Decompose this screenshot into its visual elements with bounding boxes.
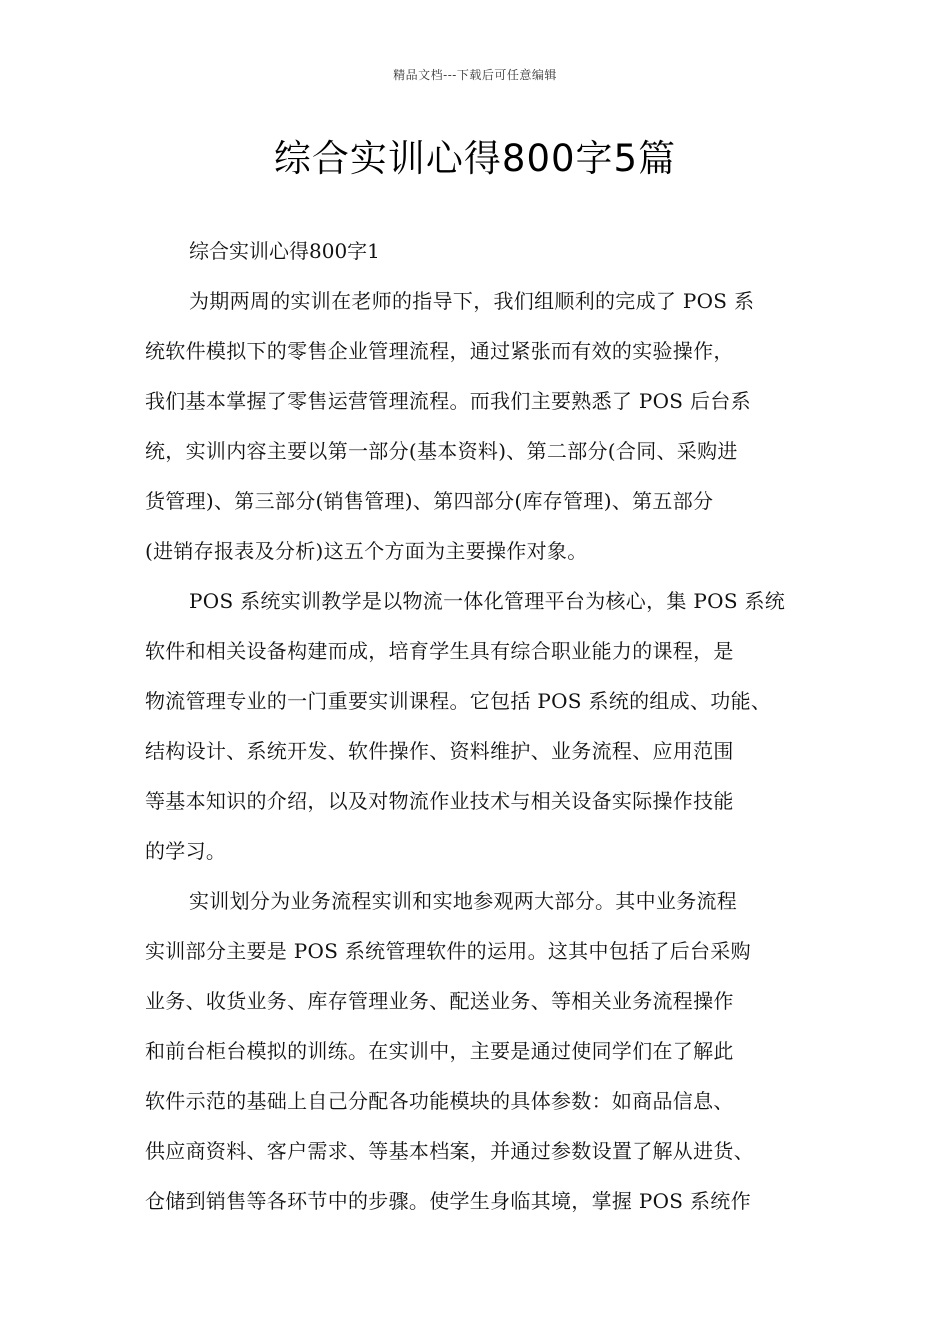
paragraph-line: 和前台柜台模拟的训练。在实训中，主要是通过使同学们在了解此 bbox=[145, 1039, 734, 1063]
paragraph-1 bbox=[145, 282, 815, 570]
paragraph-line: 货管理)、第三部分(销售管理)、第四部分(库存管理)、第五部分 bbox=[145, 489, 714, 513]
paragraph-line: 软件示范的基础上自己分配各功能模块的具体参数：如商品信息、 bbox=[145, 1089, 734, 1113]
paragraph-2 bbox=[145, 582, 815, 870]
section-heading: 综合实训心得800字1 bbox=[189, 239, 380, 263]
paragraph-line: 等基本知识的介绍，以及对物流作业技术与相关设备实际操作技能 bbox=[145, 789, 734, 813]
paragraph-line: 统，实训内容主要以第一部分(基本资料)、第二部分(合同、采购进 bbox=[145, 439, 738, 463]
paragraph-line: 结构设计、系统开发、软件操作、资料维护、业务流程、应用范围 bbox=[145, 739, 734, 763]
paragraph-line: 我们基本掌握了零售运营管理流程。而我们主要熟悉了 POS 后台系 bbox=[145, 389, 751, 413]
document-title: 综合实训心得800字5篇 bbox=[273, 137, 677, 180]
header-note: 精品文档---下载后可任意编辑 bbox=[393, 68, 557, 82]
paragraph-line: 仓储到销售等各环节中的步骤。使学生身临其境，掌握 POS 系统作 bbox=[145, 1189, 751, 1213]
paragraph-line: (进销存报表及分析)这五个方面为主要操作对象。 bbox=[145, 539, 588, 563]
document-body bbox=[145, 232, 815, 1232]
paragraph-3 bbox=[145, 882, 815, 1220]
paragraph-line: 的学习。 bbox=[145, 839, 227, 863]
paragraph-line: 软件和相关设备构建而成，培育学生具有综合职业能力的课程，是 bbox=[145, 639, 734, 663]
paragraph-line: 统软件模拟下的零售企业管理流程，通过紧张而有效的实验操作， bbox=[145, 339, 734, 363]
paragraph-line: POS 系统实训教学是以物流一体化管理平台为核心，集 POS 系统 bbox=[189, 589, 786, 613]
paragraph-line: 实训部分主要是 POS 系统管理软件的运用。这其中包括了后台采购 bbox=[145, 939, 751, 963]
paragraph-line: 物流管理专业的一门重要实训课程。它包括 POS 系统的组成、功能、 bbox=[145, 689, 772, 713]
paragraph-line: 实训划分为业务流程实训和实地参观两大部分。其中业务流程 bbox=[189, 889, 738, 913]
paragraph-line: 供应商资料、客户需求、等基本档案，并通过参数设置了解从进货、 bbox=[145, 1139, 754, 1163]
paragraph-line: 业务、收货业务、库存管理业务、配送业务、等相关业务流程操作 bbox=[145, 989, 734, 1013]
paragraph-line: 为期两周的实训在老师的指导下，我们组顺利的完成了 POS 系 bbox=[189, 289, 755, 313]
